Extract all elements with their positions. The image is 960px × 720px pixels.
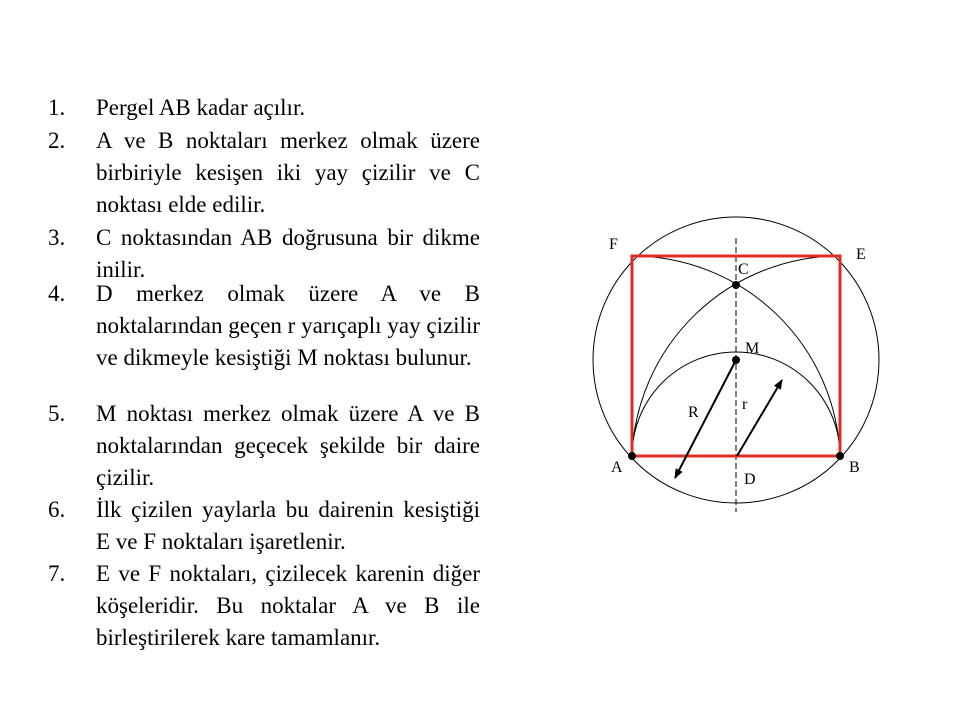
label-r-small: r xyxy=(742,396,748,413)
label-r-big: R xyxy=(688,404,699,421)
step-number: 5. xyxy=(48,401,66,426)
step-number: 7. xyxy=(48,561,66,586)
radius-r-arrow xyxy=(737,380,782,456)
label-b: B xyxy=(849,459,860,476)
step-number: 4. xyxy=(48,281,66,306)
point-a xyxy=(628,452,636,460)
label-d: D xyxy=(744,471,756,488)
step-text: C noktasından AB doğrusuna bir dikme inilir. xyxy=(96,225,480,282)
point-c xyxy=(732,281,740,289)
label-m: M xyxy=(745,340,760,357)
step-text: E ve F noktaları, çizilecek karenin diğer köşeleridir. Bu noktalar A ve B ile birleştirilerek kare tamamlanır. xyxy=(96,561,480,650)
step-number: 2. xyxy=(48,128,66,153)
step-text: İlk çizilen yaylarla bu dairenin kesiştiği E ve F noktaları işaretlenir. xyxy=(96,497,480,554)
label-c: C xyxy=(738,261,749,278)
step-number: 3. xyxy=(48,225,66,250)
label-e: E xyxy=(856,246,866,263)
point-b xyxy=(836,452,844,460)
label-f: F xyxy=(609,236,618,253)
label-a: A xyxy=(611,459,623,476)
step-text: A ve B noktaları merkez olmak üzere birbiriyle kesişen iki yay çizilir ve C noktası elde edilir. xyxy=(96,128,480,217)
step-text: Pergel AB kadar açılır. xyxy=(96,95,306,120)
step-number: 1. xyxy=(48,95,66,120)
radius-R-arrow xyxy=(675,360,736,478)
step-text: D merkez olmak üzere A ve B noktalarından geçen r yarıçaplı yay çizilir ve dikmeyle kesiştiği M noktası bulunur. xyxy=(96,281,480,370)
point-m xyxy=(732,356,740,364)
step-text: M noktası merkez olmak üzere A ve B noktalarından geçecek şekilde bir daire çizilir. xyxy=(96,401,480,490)
step-number: 6. xyxy=(48,497,66,522)
